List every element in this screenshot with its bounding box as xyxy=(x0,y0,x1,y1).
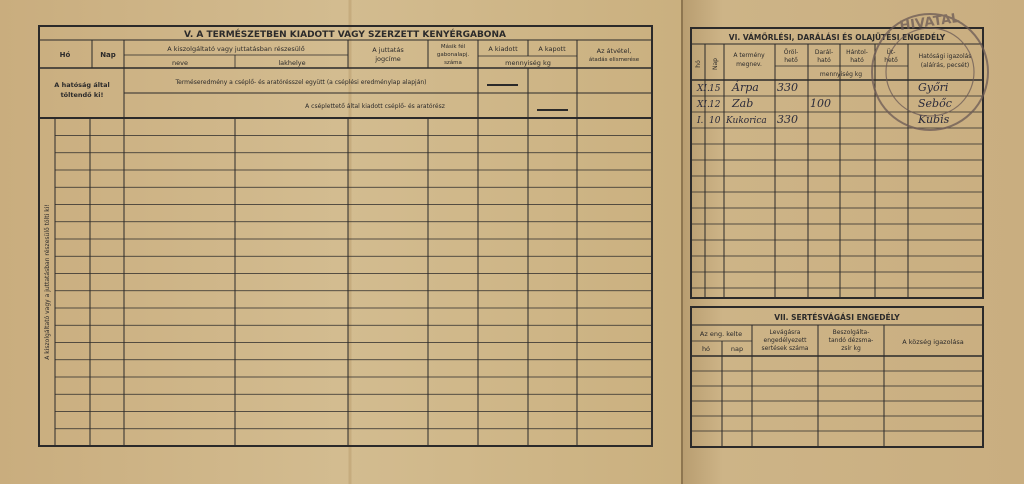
side-note: A kiszolgáltató vagy a juttatásban részesülő tölti ki! xyxy=(44,204,51,360)
col-vii-ho: hó xyxy=(701,345,711,353)
col-ho: Hó xyxy=(59,51,71,59)
col-levag: Levágásra xyxy=(769,329,801,336)
col-orol-2: hető xyxy=(784,57,798,64)
col-recipient: A kiszolgáltató vagy juttatásban részesülő xyxy=(167,45,305,53)
col-masik-2: gabonalapj. xyxy=(436,52,470,58)
entry-termeny: Árpa xyxy=(732,81,759,94)
entry-ho: I. xyxy=(697,116,704,126)
entry-ho: XI. xyxy=(697,84,710,94)
col-eng-kelte: Az eng. kelte xyxy=(699,330,743,338)
col-termeny: A termény xyxy=(733,52,765,59)
col-termeny-2: megnev. xyxy=(736,61,762,68)
col-atvetel: Az átvétel, xyxy=(596,47,632,55)
col-atvetel-2: átadás elismerése xyxy=(588,57,640,63)
entry-igazolas: Sebőc xyxy=(918,97,952,110)
col-masik: Másik fél xyxy=(440,44,466,50)
section-vi-title: VI. VÁMŐRLÉSI, DARÁLÁSI ÉS OLAJÜTÉSI ENGEDÉLY xyxy=(728,33,946,42)
authority-label: A hatóság által xyxy=(54,81,110,89)
section-v-title: V. A TERMÉSZETBEN KIADOTT VAGY SZERZETT KENYÉRGABONA xyxy=(184,30,506,40)
col-kiadott: A kiadott xyxy=(488,45,518,53)
col-lakhelye: lakhelye xyxy=(278,59,306,67)
col-hantol: Hántol- xyxy=(846,49,868,56)
col-levag-2: engedélyezett xyxy=(763,337,807,344)
col-masik-3: száma xyxy=(444,60,462,66)
entry-igazolas: Győri xyxy=(918,81,949,94)
entry-mennyiseg: 330 xyxy=(777,113,798,126)
col-jogcim-2: jogcíme xyxy=(375,55,401,63)
entry-nap: 12 xyxy=(709,100,721,110)
entry-igazolas: Kubis xyxy=(918,113,950,126)
col-beszolg: Beszolgálta- xyxy=(832,329,870,336)
authority-label-2: töltendő ki! xyxy=(60,91,104,99)
col-jogcim: A juttatás xyxy=(372,46,404,54)
col-daral-2: ható xyxy=(817,57,831,64)
section-vii-title: VII. SERTÉSVÁGÁSI ENGEDÉLY xyxy=(774,313,900,322)
col-beszolg-2: tandó dézsma- xyxy=(828,337,874,344)
entry-nap: 10 xyxy=(709,116,721,126)
col-levag-3: sertések száma xyxy=(761,345,809,352)
col-mennyiseg: mennyiség kg xyxy=(505,59,551,67)
col-neve: neve xyxy=(172,59,188,67)
col-ut-2: hető xyxy=(884,57,898,64)
entry-termeny: Kukorica xyxy=(726,116,767,126)
col-ut: Üt- xyxy=(886,49,896,56)
entry-mennyiseg: 330 xyxy=(777,81,798,94)
col-kapott: A kapott xyxy=(538,45,566,53)
col-beszolg-3: zsír kg xyxy=(841,345,861,352)
stamp-text: HIVATAL xyxy=(898,10,961,35)
col-hantol-2: ható xyxy=(850,57,864,64)
col-vii-nap: nap xyxy=(730,345,744,353)
entry-nap: 15 xyxy=(709,84,721,94)
entry-ho: XI. xyxy=(697,100,710,110)
col-orol: Őröl- xyxy=(783,49,799,56)
row-termes: Terméseredmény a cséplő- és aratórésszel együtt (a cséplési eredménylap alapján) xyxy=(175,79,427,86)
col-daral: Darál- xyxy=(814,49,834,56)
col-nap: Nap xyxy=(100,51,116,59)
col-vi-nap: Nap xyxy=(712,58,719,70)
col-igazolas: Hatósági igazolás xyxy=(918,53,972,60)
col-vi-ho: hó xyxy=(695,60,702,68)
entry-mennyiseg: 100 xyxy=(810,97,831,110)
entry-termeny: Zab xyxy=(732,97,754,110)
col-kozseg: A község igazolása xyxy=(902,338,964,346)
col-igazolas-2: (aláírás, pecsét) xyxy=(920,62,970,69)
col-vi-mennyiseg: mennyiség kg xyxy=(819,71,863,78)
row-kiadott: A cséplettető által kiadott cséplő- és aratórész xyxy=(305,103,445,110)
